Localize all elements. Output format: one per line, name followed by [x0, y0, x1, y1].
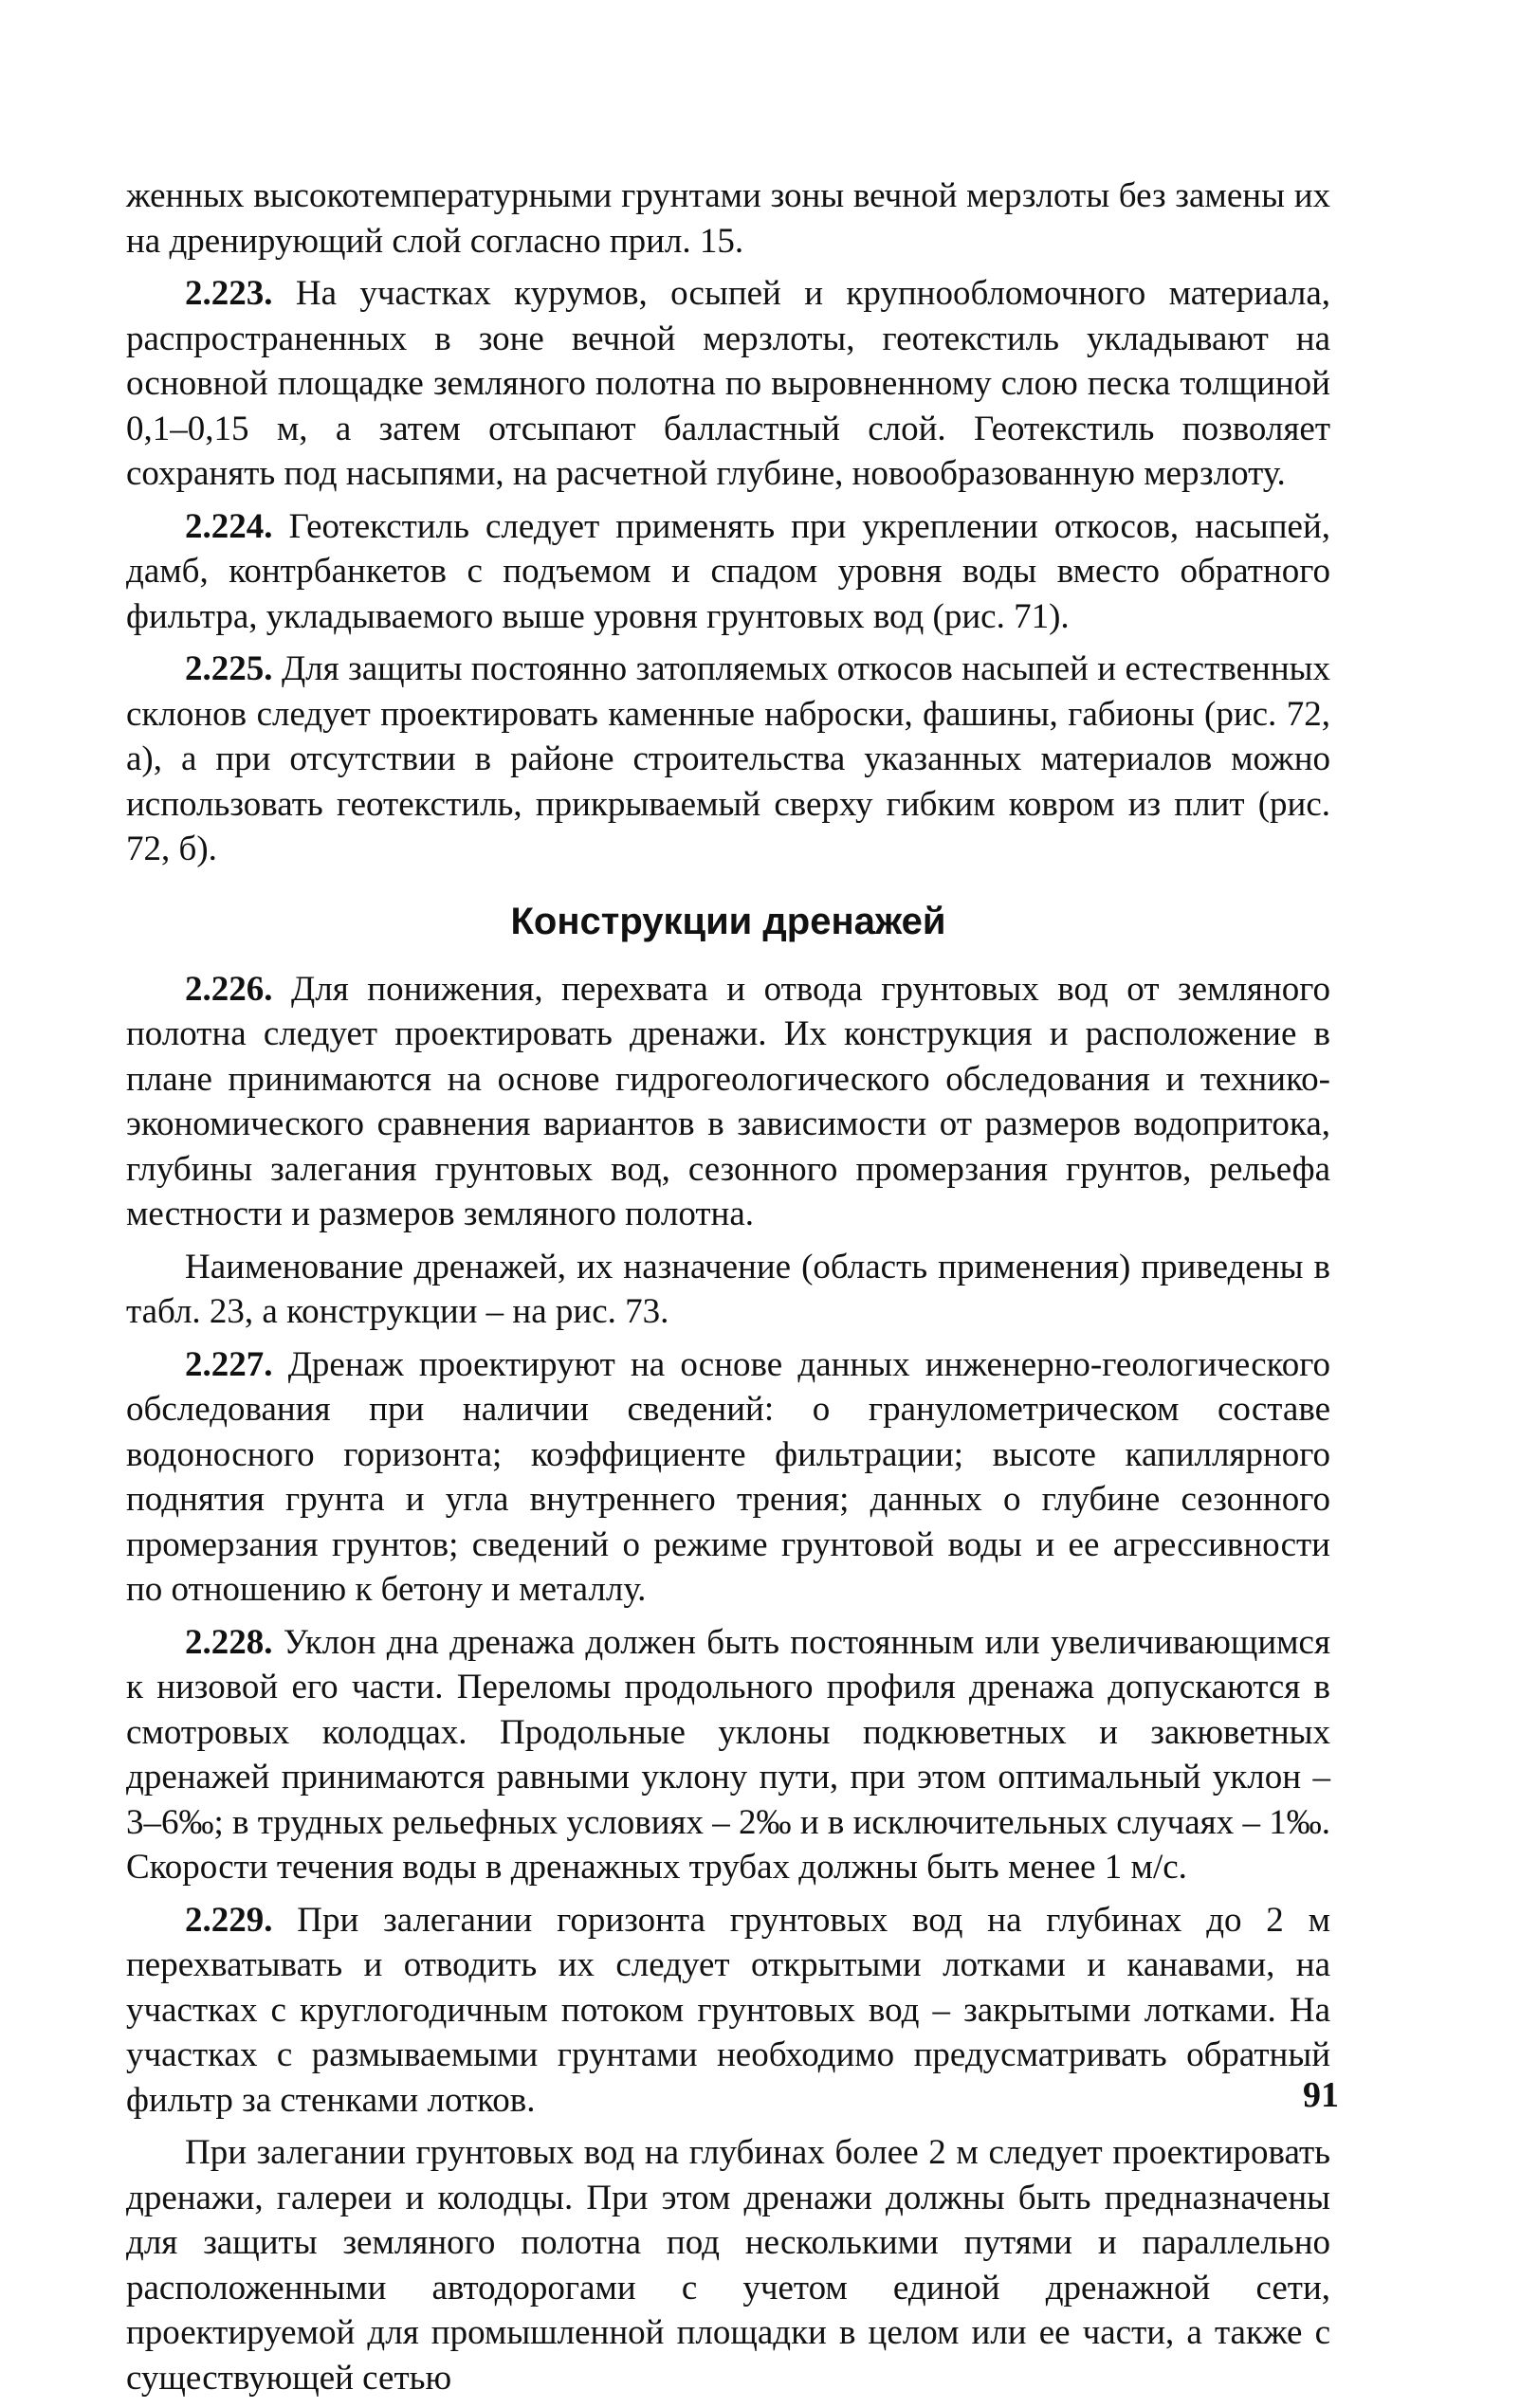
- paragraph-text: Для защиты постоянно затопляемых откосов насыпей и естественных склонов следует проектировать каменные наброски, фашины, габионы (рис. 72, а), а при отсутствии в районе строительства указанных материалов можно использовать геотекстиль, прикрываемый сверху гибким ковром из плит (рис. 72, б).: [126, 649, 1330, 868]
- paragraph-2-226: [126, 967, 1330, 1237]
- paragraph-2-229: [126, 1898, 1330, 2124]
- paragraph-text: женных высокотемпературными грунтами зоны вечной мерзлоты без замены их на дренирующий слой согласно прил. 15.: [126, 176, 1330, 261]
- clause-number: 2.227.: [185, 1344, 273, 1384]
- section-heading: Конструкции дренажей: [510, 900, 946, 942]
- clause-number: 2.225.: [185, 649, 273, 688]
- page-number: 91: [1303, 2075, 1339, 2115]
- paragraph-2-227: [126, 1342, 1330, 1613]
- clause-number: 2.224.: [185, 506, 273, 546]
- clause-number: 2.229.: [185, 1900, 273, 1940]
- paragraph-text: Уклон дна дренажа должен быть постоянным или увеличивающимся к низовой его части. Переломы продольного профиля дренажа допускаются в смотровых колодцах. Продольные уклоны подкюветных и закюветных дренажей принимаются равными уклону пути, при этом оптимальный уклон – 3–6‰; в трудных рельефных условиях – 2‰ и в исключительных случаях – 1‰. Скорости течения воды в дренажных трубах должны быть менее 1 м/с.: [126, 1622, 1330, 1887]
- paragraph-continuation: [126, 173, 1330, 264]
- paragraph-drainage-names: [126, 1245, 1330, 1335]
- paragraph-text: Геотекстиль следует применять при укреплении откосов, насыпей, дамб, контрбанкетов с подъемом и спадом уровня воды вместо обратного фильтра, укладываемого выше уровня грунтовых вод (рис. 71).: [126, 506, 1331, 636]
- paragraph-text: При залегании горизонта грунтовых вод на глубинах до 2 м перехватывать и отводить их следует открытыми лотками и канавами, на участках с круглогодичным потоком грунтовых вод – закрытыми лотками. На участках с размываемыми грунтами необходимо предусматривать обратный фильтр за стенками лотков.: [126, 1900, 1331, 2120]
- paragraph-2-224: [126, 504, 1330, 640]
- paragraph-text: Дренаж проектируют на основе данных инженерно-геологического обследования при наличии сведений: о гранулометрическом составе водоносного горизонта; коэффициенте фильтрации; высоте капиллярного поднятия грунта и угла внутреннего трения; данных о глубине сезонного промерзания грунтов; сведений о режиме грунтовой воды и ее агрессивности по отношению к бетону и металлу.: [126, 1344, 1331, 1609]
- page-body: [126, 173, 1330, 2408]
- paragraph-text: Наименование дренажей, их назначение (область применения) приведены в табл. 23, а конструкции – на рис. 73.: [126, 1247, 1330, 1331]
- paragraph-2-228: [126, 1620, 1330, 1890]
- paragraph-2-225: [126, 647, 1330, 872]
- clause-number: 2.228.: [185, 1622, 273, 1662]
- clause-number: 2.226.: [185, 969, 273, 1009]
- clause-number: 2.223.: [185, 274, 273, 313]
- paragraph-text: Для понижения, перехвата и отвода грунтовых вод от земляного полотна следует проектировать дренажи. Их конструкция и расположение в плане принимаются на основе гидрогеологического обследования и технико-экономического сравнения вариантов в зависимости от размеров водопритока, глубины залегания грунтовых вод, сезонного промерзания грунтов, рельефа местности и размеров земляного полотна.: [126, 969, 1331, 1233]
- paragraph-deep-groundwater: [126, 2130, 1330, 2400]
- paragraph-2-223: [126, 271, 1330, 497]
- paragraph-text: При залегании грунтовых вод на глубинах более 2 м следует проектировать дренажи, галереи и колодцы. При этом дренажи должны быть предназначены для защиты земляного полотна под несколькими путями и параллельно расположенными автодорогами с учетом единой дренажной сети, проектируемой для промышленной площадки в целом или ее части, а также с существующей сетью: [126, 2133, 1330, 2398]
- paragraph-text: На участках курумов, осыпей и крупнообломочного материала, распространенных в зоне вечной мерзлоты, геотекстиль укладывают на основной площадке земляного полотна по выровненному слою песка толщиной 0,1–0,15 м, а затем отсыпают балластный слой. Геотекстиль позволяет сохранять под насыпями, на расчетной глубине, новообразованную мерзлоту.: [126, 274, 1330, 493]
